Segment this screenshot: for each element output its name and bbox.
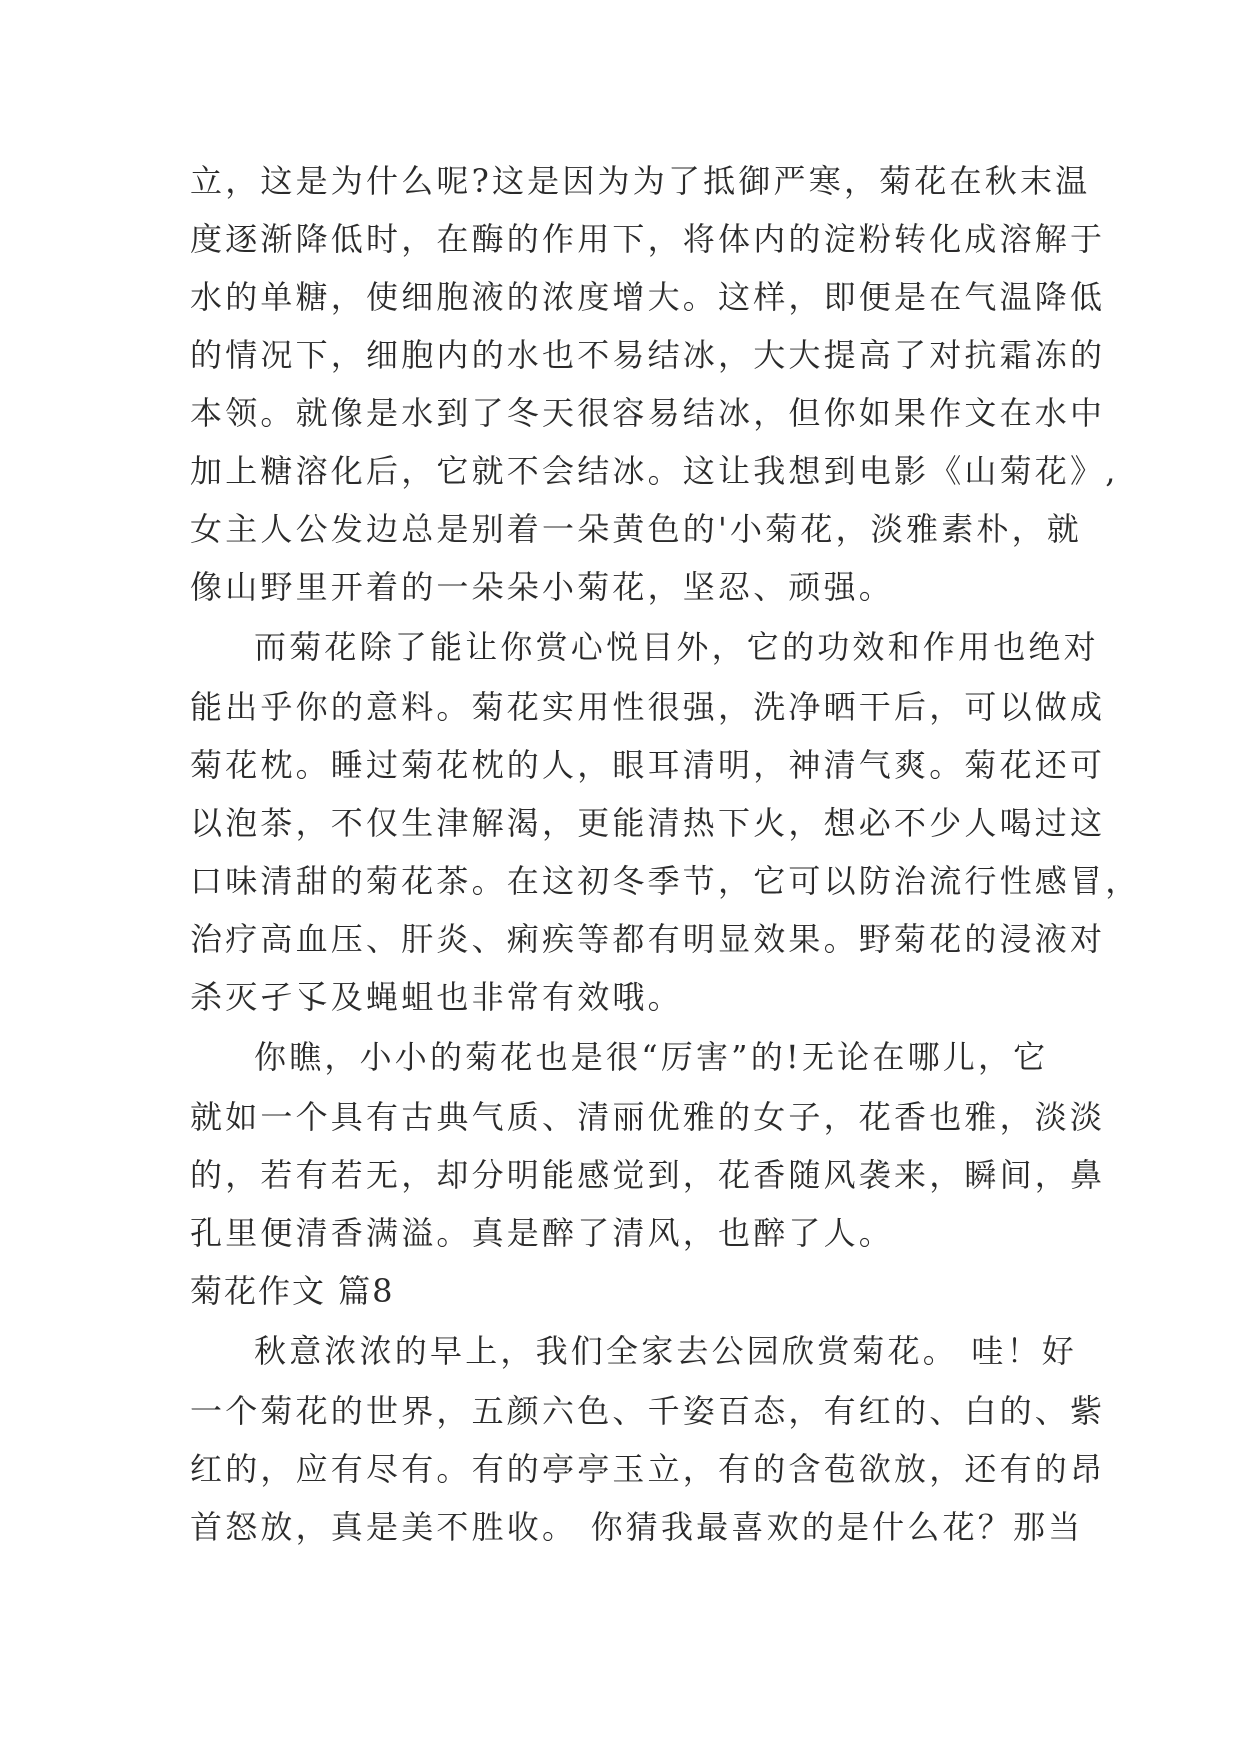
text-line: 红的，应有尽有。有的亭亭玉立，有的含苞欲放，还有的昂 <box>190 1450 1106 1488</box>
text-line: 本领。就像是水到了冬天很容易结冰，但你如果作文在水中 <box>190 394 1106 432</box>
text-line: 孔里便清香满溢。真是醉了清风，也醉了人。 <box>190 1214 895 1252</box>
text-line: 你瞧，小小的菊花也是很“厉害”的!无论在哪儿，它 <box>254 1038 1049 1076</box>
text-line: 的，若有若无，却分明能感觉到，花香随风袭来，瞬间，鼻 <box>190 1156 1106 1194</box>
text-line: 立，这是为什么呢?这是因为为了抵御严寒，菊花在秋末温 <box>190 162 1091 200</box>
text-line: 杀灭孑孓及蝇蛆也非常有效哦。 <box>190 978 683 1016</box>
paragraph-closing <box>190 1026 1106 1262</box>
text-line: 像山野里开着的一朵朵小菊花，坚忍、顽强。 <box>190 568 895 606</box>
text-line: 度逐渐降低时，在酶的作用下，将体内的淀粉转化成溶解于 <box>190 220 1106 258</box>
text-line: 水的单糖，使细胞液的浓度增大。这样，即便是在气温降低 <box>190 278 1106 316</box>
text-line: 菊花枕。睡过菊花枕的人，眼耳清明，神清气爽。菊花还可 <box>190 746 1106 784</box>
document-body <box>190 152 1141 1556</box>
text-line: 加上糖溶化后，它就不会结冰。这让我想到电影《山菊花》, <box>190 452 1119 490</box>
text-line: 首怒放，真是美不胜收。 你猜我最喜欢的是什么花？那当 <box>190 1508 1084 1546</box>
text-line: 口味清甜的菊花茶。在这初冬季节，它可以防治流行性感冒， <box>190 862 1141 900</box>
text-line: 的情况下，细胞内的水也不易结冰，大大提高了对抗霜冻的 <box>190 336 1106 374</box>
text-line: 秋意浓浓的早上，我们全家去公园欣赏菊花。 哇！好 <box>254 1332 1077 1370</box>
text-line: 能出乎你的意料。菊花实用性很强，洗净晒干后，可以做成 <box>190 688 1106 726</box>
paragraph-benefits <box>190 616 1141 1026</box>
text-line: 一个菊花的世界，五颜六色、千姿百态，有红的、白的、紫 <box>190 1392 1106 1430</box>
text-line: 以泡茶，不仅生津解渴，更能清热下火，想必不少人喝过这 <box>190 804 1106 842</box>
text-line: 而菊花除了能让你赏心悦目外，它的功效和作用也绝对 <box>254 628 1099 666</box>
text-line: 治疗高血压、肝炎、痢疾等都有明显效果。野菊花的浸液对 <box>190 920 1106 958</box>
paragraph-section8 <box>190 1320 1106 1556</box>
section-heading: 菊花作文 篇8 <box>190 1272 395 1310</box>
text-line: 就如一个具有古典气质、清丽优雅的女子，花香也雅，淡淡 <box>190 1098 1106 1136</box>
text-line: 女主人公发边总是别着一朵黄色的'小菊花，淡雅素朴，就 <box>190 510 1082 548</box>
paragraph-continued <box>190 152 1119 616</box>
